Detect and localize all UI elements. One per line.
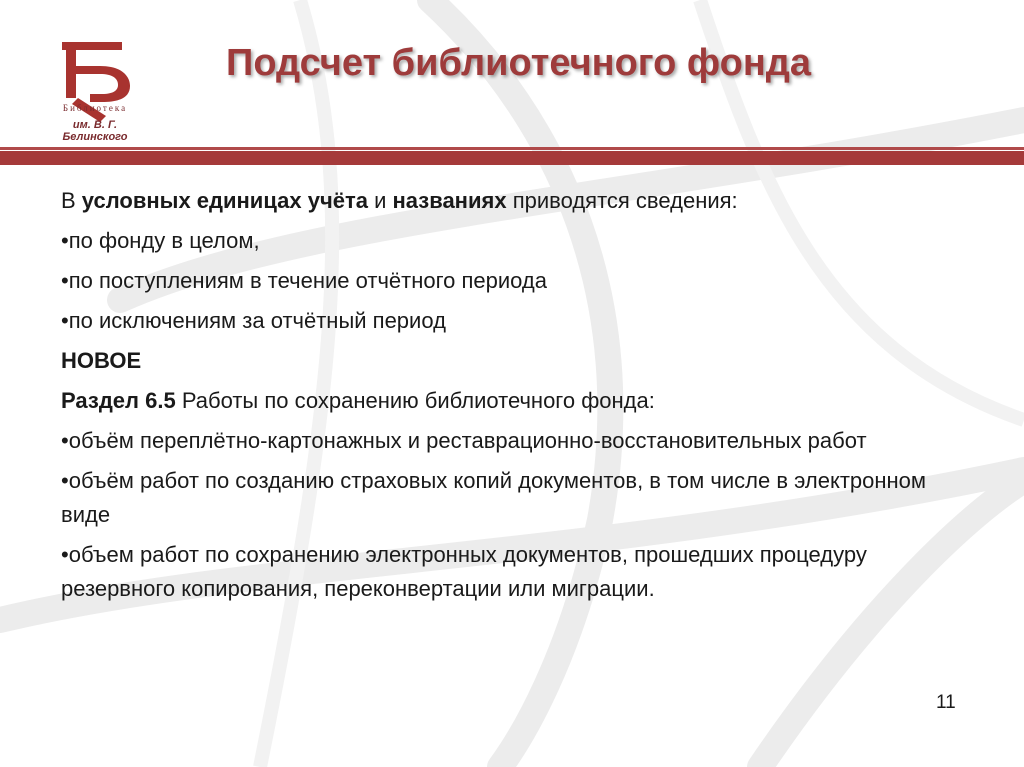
new-label-text: НОВОЕ bbox=[61, 348, 142, 373]
logo-caption-line2: им. В. Г. Белинского bbox=[62, 119, 128, 143]
header-divider-band bbox=[0, 151, 1024, 165]
page-number: 11 bbox=[936, 692, 956, 713]
bullet-item: •по поступлениям в течение отчётного периода bbox=[61, 268, 547, 293]
section-heading bbox=[61, 384, 971, 418]
intro-post: приводятся сведения: bbox=[506, 188, 738, 213]
slide-title: Подсчет библиотечного фонда bbox=[226, 42, 812, 84]
bullet-item: •по исключениям за отчётный период bbox=[61, 308, 446, 333]
logo-caption-line1: Библиотека bbox=[62, 103, 128, 113]
intro-mid: и bbox=[367, 188, 393, 213]
intro-line bbox=[61, 184, 971, 218]
bullet-item: •объем работ по сохранению электронных документов, прошедших процедуру резервного копирования, переконвертации или миграции. bbox=[61, 542, 867, 601]
header-divider-thin bbox=[0, 147, 1024, 150]
section-number: Раздел 6.5 bbox=[61, 388, 176, 413]
bullet-item: •объём переплётно-картонажных и реставрационно-восстановительных работ bbox=[61, 428, 867, 453]
intro-bold-units: условных единицах учёта bbox=[81, 188, 368, 213]
bullet-item: •объём работ по созданию страховых копий документов, в том числе в электронном виде bbox=[61, 468, 927, 527]
bullet-item: •по фонду в целом, bbox=[61, 228, 260, 253]
intro-bold-titles: названиях bbox=[392, 188, 507, 213]
intro-pre: В bbox=[61, 188, 82, 213]
new-label bbox=[61, 344, 971, 378]
slide-content bbox=[61, 184, 971, 612]
section-text: Работы по сохранению библиотечного фонда: bbox=[175, 388, 655, 413]
